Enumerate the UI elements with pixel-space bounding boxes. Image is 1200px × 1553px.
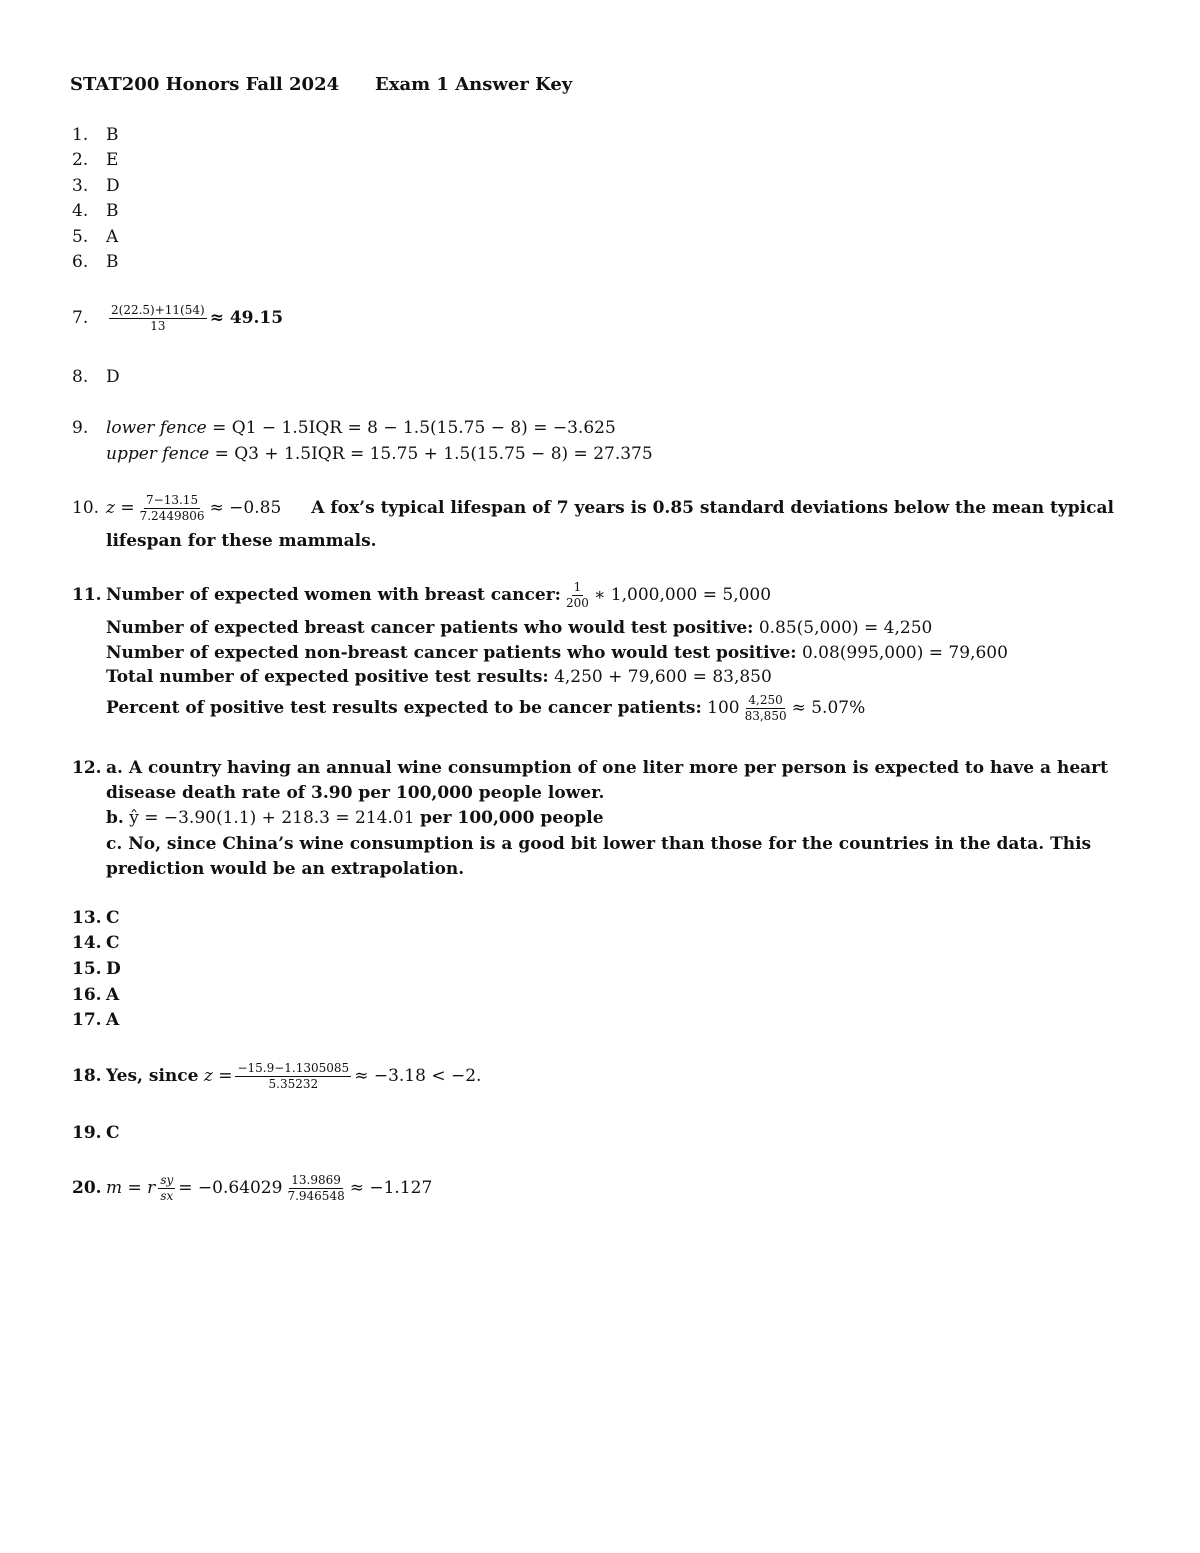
question-12-a1: 12. a. A country having an annual wine consumption of one liter more per person is expected to have a heart — [72, 758, 1108, 778]
question-12-b: b. ŷ = −3.90(1.1) + 218.3 = 214.01 per 100,000 people — [106, 808, 604, 828]
q18-fraction: $\frac{-15.9-1.1305085}{5.35232}$ — [237, 1061, 350, 1091]
document-title: STAT200 Honors Fall 2024 — [70, 74, 340, 95]
question-11-line4: Total number of expected positive test results: 4,250 + 79,600 = 83,850 — [106, 667, 772, 687]
list-item: 14. C — [72, 933, 120, 953]
question-12-a2: disease death rate of 3.90 per 100,000 people lower. — [106, 783, 605, 803]
question-12-c1: c. No, since China’s wine consumption is a good bit lower than those for the countries in the data. This — [106, 834, 1092, 854]
question-11-line3: Number of expected non-breast cancer patients who would test positive: 0.08(995,000) = 79,600 — [106, 643, 1008, 663]
question-20: 20. m = r $\frac{sy}{sx}$ = −0.64029 $\frac{13.9869}{7.946548}$ ≈ −1.127 — [72, 1173, 433, 1203]
question-9-upper: upper fence = Q3 + 1.5IQR = 15.75 + 1.5(15.75 − 8) = 27.375 — [106, 444, 653, 464]
list-item: 17. A — [72, 1010, 120, 1030]
list-item: 16. A — [72, 985, 120, 1005]
question-11-line2: Number of expected breast cancer patients who would test positive: 0.85(5,000) = 4,250 — [106, 618, 933, 638]
list-item: 3. D — [72, 176, 120, 196]
q11-fraction: $\frac{1}{200}$ — [565, 580, 589, 610]
list-item: 13. C — [72, 908, 120, 928]
question-8: 8. D — [72, 367, 120, 387]
q20-sy-sx-fraction: $\frac{sy}{sx}$ — [160, 1173, 174, 1203]
list-item: 15. D — [72, 959, 121, 979]
exam-subtitle: Exam 1 Answer Key — [375, 74, 573, 95]
list-item: 5. A — [72, 227, 119, 247]
list-item: 6. B — [72, 252, 119, 272]
question-11-line5: Percent of positive test results expected to be cancer patients: 100 $\frac{4,250}{83,850}$ ≈ 5.07% — [106, 693, 866, 723]
question-12-c2: prediction would be an extrapolation. — [106, 859, 465, 879]
q10-fraction: $\frac{7-13.15}{7.2449806}$ — [139, 493, 205, 523]
question-18: 18. Yes, since z = $\frac{-15.9-1.1305085}{5.35232}$ ≈ −3.18 < −2. — [72, 1061, 482, 1091]
question-10-line2: lifespan for these mammals. — [106, 531, 377, 551]
q11-percent-fraction: $\frac{4,250}{83,850}$ — [744, 693, 787, 723]
list-item: 4. B — [72, 201, 119, 221]
q20-fraction: $\frac{13.9869}{7.946548}$ — [287, 1173, 345, 1203]
q7-fraction: $\frac{2(22.5)+11(54)}{13}$ — [111, 303, 205, 333]
question-9-lower: 9. lower fence = Q1 − 1.5IQR = 8 − 1.5(15.75 − 8) = −3.625 — [72, 418, 616, 438]
question-7: 7. $\frac{2(22.5)+11(54)}{13}$ ≈ 49.15 — [72, 303, 284, 333]
question-11-line1: 11. Number of expected women with breast cancer: $\frac{1}{200}$ ∗ 1,000,000 = 5,000 — [72, 580, 772, 610]
list-item: 1. B — [72, 125, 119, 145]
list-item: 2. E — [72, 150, 119, 170]
question-10: 10. z = $\frac{7-13.15}{7.2449806}$ ≈ −0.85 A fox’s typical lifespan of 7 years is 0.85 standard deviations below the mean typical — [72, 493, 1114, 523]
question-19: 19. C — [72, 1123, 120, 1143]
